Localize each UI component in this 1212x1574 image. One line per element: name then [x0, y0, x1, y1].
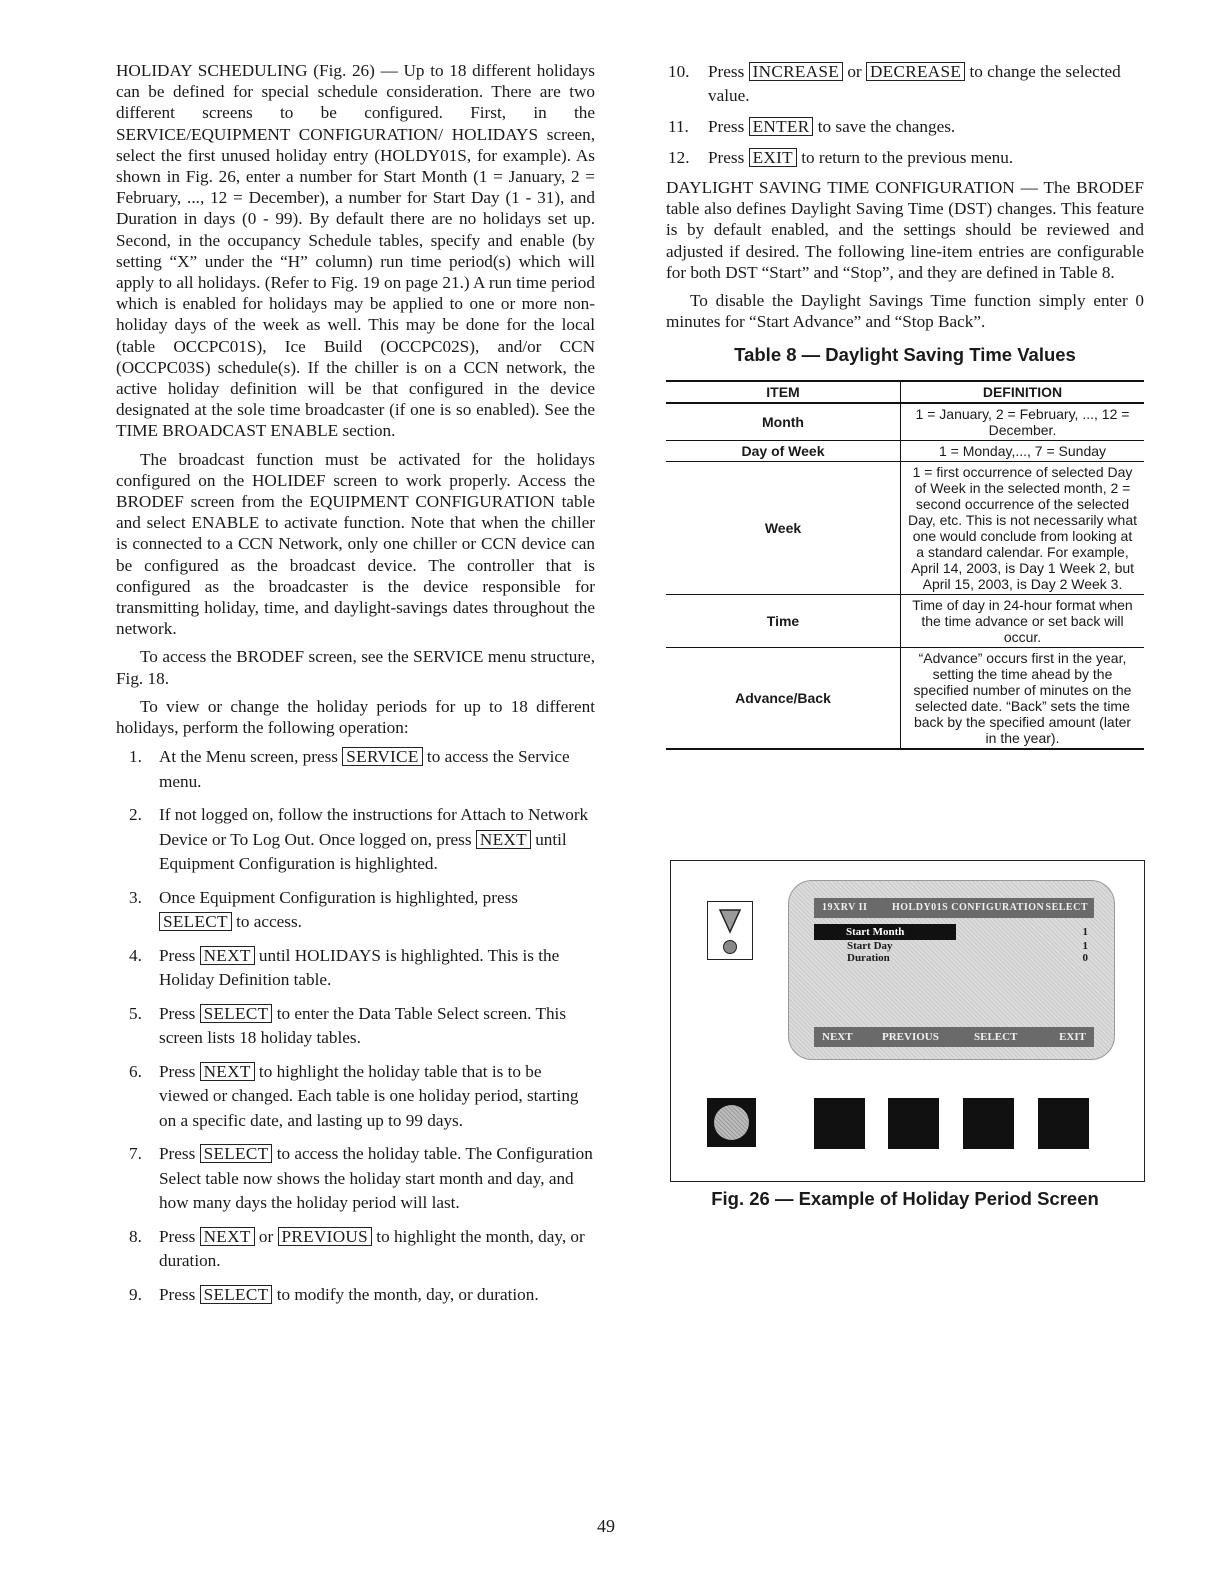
item-cell: Month [666, 403, 901, 441]
select-key: SELECT [200, 1004, 273, 1023]
step-item: 9. Press SELECT to modify the month, day, or duration. [129, 1284, 539, 1304]
dst-configuration-paragraph: DAYLIGHT SAVING TIME CONFIGURATION — The BRODEF table also defines Daylight Saving Time (DST) changes. This feature is by default enabled, and the settings should be reviewed and adjusted if desired. The following line-item entries are configurable for both DST “Start” and “Stop”, and they are defined in Table 8. [666, 178, 1144, 282]
screen-row-duration: Duration [847, 952, 890, 964]
left-column [116, 60, 595, 1316]
decrease-key: DECREASE [866, 62, 965, 81]
enter-key: ENTER [749, 117, 814, 136]
softkey-button-2 [888, 1098, 939, 1149]
item-cell: Time [666, 594, 901, 647]
round-button [707, 1098, 756, 1147]
column-header-definition: DEFINITION [901, 381, 1145, 403]
select-key: SELECT [200, 1144, 273, 1163]
screen-value-start-day: 1 [1082, 940, 1088, 952]
step-item: 1. At the Menu screen, press SERVICE to access the Service menu. [129, 747, 570, 791]
table-header-row [666, 381, 1144, 403]
select-key: SELECT [159, 912, 232, 931]
step-item: 2. If not logged on, follow the instructions for Attach to Network Device or To Log Out. Once logged on, press NEXT until Equipment Configuration is highlighted. [129, 805, 589, 874]
softkey-button-3 [963, 1098, 1014, 1149]
screen-value-duration: 0 [1082, 952, 1088, 964]
next-key: NEXT [200, 946, 255, 965]
holiday-steps-continued [666, 60, 1144, 170]
step-item: 8. Press NEXT or PREVIOUS to highlight the month, day, or duration. [129, 1226, 585, 1271]
status-indicator [707, 901, 753, 960]
previous-key: PREVIOUS [278, 1227, 372, 1246]
step-item: 6. Press NEXT to highlight the holiday table that is to be viewed or changed. Each table is one holiday period, starting on a specific date, and lasting up to 99 days. [129, 1061, 579, 1130]
softkey-select: SELECT [974, 1031, 1018, 1043]
item-cell: Day of Week [666, 440, 901, 461]
brodef-access-paragraph: To access the BRODEF screen, see the SERVICE menu structure, Fig. 18. [116, 647, 595, 688]
right-column [666, 60, 1144, 750]
definition-cell: Time of day in 24-hour format when the time advance or set back will occur. [901, 594, 1145, 647]
softkey-previous: PREVIOUS [882, 1031, 939, 1043]
select-key: SELECT [200, 1285, 273, 1304]
definition-cell: 1 = first occurrence of selected Day of Week in the selected month, 2 = second occurrence of the selected Day, etc. This is not necessarily what one would conclude from looking at a standard calendar. For example, April 14, 2003, is Day 1 Week 2, but April 15, 2003, is Day 2 Week 3. [901, 461, 1145, 594]
holiday-steps-list [116, 745, 595, 1307]
next-key: NEXT [200, 1227, 255, 1246]
step-item: 4. Press NEXT until HOLIDAYS is highlighted. This is the Holiday Definition table. [129, 945, 560, 990]
display-screen [788, 880, 1115, 1060]
status-led-icon [723, 940, 737, 954]
view-change-paragraph: To view or change the holiday periods for up to 18 different holidays, perform the following operation: [116, 696, 595, 738]
screen-value-start-month: 1 [1082, 926, 1088, 938]
page-number: 49 [597, 1516, 615, 1536]
screen-row-start-day: Start Day [847, 940, 893, 952]
column-header-item: ITEM [666, 381, 901, 403]
table-row [666, 440, 1144, 461]
broadcast-paragraph: The broadcast function must be activated for the holidays configured on the HOLIDEF screen to work properly. Access the BRODEF screen from the EQUIPMENT CONFIGURATION table and select ENABLE to activate function. Note that when the chiller is connected to a CCN Network, only one chiller or CCN device can be configured as the broadcast device. The controller that is configured as the broadcaster is the device responsible for transmitting holiday, time, and daylight-savings dates throughout the network. [116, 449, 595, 639]
step-item: 5. Press SELECT to enter the Data Table Select screen. This screen lists 18 holiday tables. [129, 1003, 567, 1048]
exit-key: EXIT [749, 148, 797, 167]
screen-header [814, 898, 1094, 918]
dst-values-table [666, 380, 1144, 750]
step-item: 7. Press SELECT to access the holiday table. The Configuration Select table now shows the holiday start month and day, and how many days the holiday period will last. [129, 1144, 593, 1213]
definition-cell: 1 = Monday,..., 7 = Sunday [901, 440, 1145, 461]
screen-table-label: HOLDY01S CONFIGURATION [892, 902, 1045, 913]
dst-disable-paragraph: To disable the Daylight Savings Time function simply enter 0 minutes for “Start Advance” and “Stop Back”. [666, 291, 1144, 332]
screen-softkey-bar [814, 1027, 1094, 1047]
softkey-button-1 [814, 1098, 865, 1149]
table-row [666, 594, 1144, 647]
table-row [666, 647, 1144, 749]
item-cell: Advance/Back [666, 647, 901, 749]
holiday-scheduling-paragraph: HOLIDAY SCHEDULING (Fig. 26) — Up to 18 different holidays can be defined for special schedule consideration. There are two different screens to be configured. First, in the SERVICE/EQUIPMENT CONFIGURATION/ HOLIDAYS screen, select the first unused holiday entry (HOLDY01S, for example). As shown in Fig. 26, enter a number for Start Month (1 = January, 2 = February, ..., 12 = December), a number for Start Day (1 - 31), and Duration in days (0 - 99). By default there are no holidays set up. Second, in the occupancy Schedule tables, specify and enable (by setting “X” under the “H” column) run time period(s) which will apply to all holidays. (Refer to Fig. 19 on page 21.) A run time period which is enabled for holidays may be applied to one or more non-holiday days of the week as well. This may be done for the local (table OCCPC01S), Ice Build (OCCPC02S), and/or CCN (OCCPC03S) schedule(s). If the chiller is on a CCN network, the active holiday definition will be that configured in the device designated at the sole time broadcaster (if one is so enabled). See the TIME BROADCAST ENABLE section. [116, 61, 595, 441]
figure-26-caption: Fig. 26 — Example of Holiday Period Screen [711, 1188, 1099, 1209]
screen-row-start-month: Start Month [814, 924, 956, 940]
next-key: NEXT [476, 830, 531, 849]
softkey-next: NEXT [822, 1031, 853, 1043]
alarm-triangle-icon [718, 908, 742, 934]
increase-key: INCREASE [749, 62, 843, 81]
step-item: 3. Once Equipment Configuration is highlighted, press SELECT to access. [129, 887, 518, 932]
table-8-title: Table 8 — Daylight Saving Time Values [734, 344, 1076, 366]
step-item: 12. Press EXIT to return to the previous menu. [668, 148, 1014, 167]
holiday-period-screen-figure [670, 860, 1145, 1182]
screen-model-label: 19XRV II [822, 902, 868, 913]
next-key: NEXT [200, 1062, 255, 1081]
definition-cell: “Advance” occurs first in the year, setting the time ahead by the specified number of minutes on the selected date. “Back” sets the time back by the specified amount (later in the year). [901, 647, 1145, 749]
service-key: SERVICE [342, 747, 422, 766]
step-item: 10. Press INCREASE or DECREASE to change the selected value. [668, 62, 1121, 105]
table-row [666, 403, 1144, 441]
item-cell: Week [666, 461, 901, 594]
softkey-exit: EXIT [1059, 1031, 1086, 1043]
screen-mode-label: SELECT [1045, 902, 1088, 913]
softkey-button-4 [1038, 1098, 1089, 1149]
definition-cell: 1 = January, 2 = February, ..., 12 = December. [901, 403, 1145, 441]
step-item: 11. Press ENTER to save the changes. [668, 117, 956, 136]
table-row [666, 461, 1144, 594]
